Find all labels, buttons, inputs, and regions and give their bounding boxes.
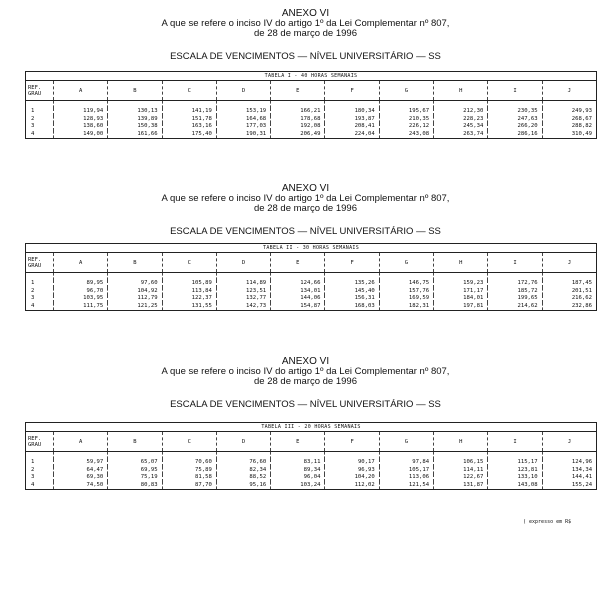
value-cell: 185,72: [488, 288, 542, 296]
value-cell: 144,41: [542, 474, 596, 482]
grau-cell: 1: [26, 459, 54, 467]
value-cell: 69,30: [54, 474, 108, 482]
table-caption: TABELA III - 20 HORAS SEMANAIS: [26, 423, 597, 432]
value-cell: 70,60: [162, 459, 216, 467]
value-cell: 224,04: [325, 131, 379, 139]
value-cell: 104,20: [325, 474, 379, 482]
value-cell: 171,17: [434, 288, 488, 296]
value-cell: 95,16: [216, 482, 270, 490]
value-cell: 87,70: [162, 482, 216, 490]
reference-line: A que se refere o inciso IV do artigo 1º da Lei Complementar nº 807,: [161, 366, 450, 377]
grau-cell: 3: [26, 474, 54, 482]
value-cell: 89,34: [271, 467, 325, 475]
value-cell: 192,08: [271, 123, 325, 131]
value-cell: 193,87: [325, 116, 379, 124]
column-header: G: [379, 253, 433, 273]
value-cell: 80,83: [108, 482, 162, 490]
column-header: J: [542, 81, 596, 101]
value-cell: 114,89: [216, 280, 270, 288]
column-header: J: [542, 432, 596, 452]
column-header: F: [325, 432, 379, 452]
column-header: D: [216, 253, 270, 273]
column-header: H: [434, 253, 488, 273]
column-header: D: [216, 432, 270, 452]
column-header: I: [488, 253, 542, 273]
table-row: [26, 131, 597, 139]
column-header: F: [325, 253, 379, 273]
value-cell: 97,84: [379, 459, 433, 467]
value-cell: 182,31: [379, 303, 433, 311]
column-header: C: [162, 253, 216, 273]
value-cell: 145,40: [325, 288, 379, 296]
table-row: [26, 288, 597, 296]
value-cell: 122,67: [434, 474, 488, 482]
annex-header-2: [0, 183, 611, 237]
value-cell: 144,06: [271, 295, 325, 303]
value-cell: 124,96: [542, 459, 596, 467]
value-cell: 214,62: [488, 303, 542, 311]
value-cell: 113,84: [162, 288, 216, 296]
value-cell: 121,25: [108, 303, 162, 311]
table-row: [26, 280, 597, 288]
grau-cell: 1: [26, 108, 54, 116]
value-cell: 124,66: [271, 280, 325, 288]
column-header: G: [379, 81, 433, 101]
value-cell: 206,49: [271, 131, 325, 139]
value-cell: 97,60: [108, 280, 162, 288]
value-cell: 89,95: [54, 280, 108, 288]
value-cell: 103,95: [54, 295, 108, 303]
column-header: B: [108, 432, 162, 452]
column-header: I: [488, 432, 542, 452]
column-header: A: [54, 253, 108, 273]
grau-cell: 2: [26, 116, 54, 124]
value-cell: 105,17: [379, 467, 433, 475]
annex-title: ANEXO VI: [281, 356, 330, 367]
value-cell: 113,06: [379, 474, 433, 482]
value-cell: 139,89: [108, 116, 162, 124]
value-cell: 169,59: [379, 295, 433, 303]
value-cell: 212,30: [434, 108, 488, 116]
value-cell: 166,21: [271, 108, 325, 116]
column-header: B: [108, 81, 162, 101]
value-cell: 143,08: [488, 482, 542, 490]
value-cell: 310,49: [542, 131, 596, 139]
currency-footnote: ( expresso em R$: [523, 519, 572, 525]
annex-header-1: [0, 8, 611, 62]
value-cell: 159,23: [434, 280, 488, 288]
value-cell: 249,93: [542, 108, 596, 116]
value-cell: 268,67: [542, 116, 596, 124]
value-cell: 155,24: [542, 482, 596, 490]
scale-title: ESCALA DE VENCIMENTOS — NÍVEL UNIVERSITÁRIO — SS: [170, 399, 441, 410]
grau-cell: 1: [26, 280, 54, 288]
column-header: C: [162, 81, 216, 101]
value-cell: 157,76: [379, 288, 433, 296]
value-cell: 123,51: [216, 288, 270, 296]
scale-title: ESCALA DE VENCIMENTOS — NÍVEL UNIVERSITÁRIO — SS: [170, 226, 441, 237]
grau-cell: 2: [26, 288, 54, 296]
value-cell: 104,92: [108, 288, 162, 296]
value-cell: 177,03: [216, 123, 270, 131]
date-line: de 28 de março de 1996: [254, 28, 357, 39]
column-header: H: [434, 81, 488, 101]
column-header: E: [271, 432, 325, 452]
value-cell: 164,68: [216, 116, 270, 124]
table-row: [26, 295, 597, 303]
value-cell: 288,82: [542, 123, 596, 131]
grau-cell: 4: [26, 303, 54, 311]
grau-cell: 2: [26, 467, 54, 475]
value-cell: 65,07: [108, 459, 162, 467]
value-cell: 172,76: [488, 280, 542, 288]
value-cell: 88,52: [216, 474, 270, 482]
value-cell: 64,47: [54, 467, 108, 475]
value-cell: 59,97: [54, 459, 108, 467]
value-cell: 138,60: [54, 123, 108, 131]
value-cell: 178,68: [271, 116, 325, 124]
table-row: [26, 108, 597, 116]
table-row: [26, 467, 597, 475]
value-cell: 184,01: [434, 295, 488, 303]
value-cell: 150,38: [108, 123, 162, 131]
grau-cell: 4: [26, 131, 54, 139]
value-cell: 81,58: [162, 474, 216, 482]
value-cell: 286,16: [488, 131, 542, 139]
annex-header-3: [0, 356, 611, 410]
row-header: REF. GRAU: [26, 253, 54, 273]
salary-table-2: [25, 243, 597, 311]
column-header: D: [216, 81, 270, 101]
value-cell: 230,35: [488, 108, 542, 116]
value-cell: 243,08: [379, 131, 433, 139]
value-cell: 131,87: [434, 482, 488, 490]
table-row: [26, 474, 597, 482]
value-cell: 263,74: [434, 131, 488, 139]
column-header: E: [271, 253, 325, 273]
value-cell: 96,70: [54, 288, 108, 296]
value-cell: 74,50: [54, 482, 108, 490]
salary-table-3: [25, 422, 597, 490]
date-line: de 28 de março de 1996: [254, 203, 357, 214]
value-cell: 149,00: [54, 131, 108, 139]
value-cell: 161,66: [108, 131, 162, 139]
value-cell: 156,31: [325, 295, 379, 303]
value-cell: 266,20: [488, 123, 542, 131]
value-cell: 232,86: [542, 303, 596, 311]
value-cell: 106,15: [434, 459, 488, 467]
reference-line: A que se refere o inciso IV do artigo 1º da Lei Complementar nº 807,: [161, 18, 450, 29]
column-header: F: [325, 81, 379, 101]
scale-title: ESCALA DE VENCIMENTOS — NÍVEL UNIVERSITÁRIO — SS: [170, 51, 441, 62]
value-cell: 247,63: [488, 116, 542, 124]
value-cell: 153,19: [216, 108, 270, 116]
value-cell: 96,93: [325, 467, 379, 475]
value-cell: 103,24: [271, 482, 325, 490]
annex-title: ANEXO VI: [281, 183, 330, 194]
reference-line: A que se refere o inciso IV do artigo 1º da Lei Complementar nº 807,: [161, 193, 450, 204]
value-cell: 216,62: [542, 295, 596, 303]
value-cell: 141,19: [162, 108, 216, 116]
value-cell: 69,95: [108, 467, 162, 475]
column-header: A: [54, 81, 108, 101]
value-cell: 121,54: [379, 482, 433, 490]
value-cell: 96,04: [271, 474, 325, 482]
value-cell: 115,17: [488, 459, 542, 467]
column-header: J: [542, 253, 596, 273]
table-row: [26, 459, 597, 467]
value-cell: 83,11: [271, 459, 325, 467]
value-cell: 75,19: [108, 474, 162, 482]
value-cell: 187,45: [542, 280, 596, 288]
value-cell: 210,35: [379, 116, 433, 124]
value-cell: 175,40: [162, 131, 216, 139]
value-cell: 226,12: [379, 123, 433, 131]
annex-title: ANEXO VI: [281, 8, 330, 19]
grau-cell: 3: [26, 295, 54, 303]
column-header: E: [271, 81, 325, 101]
value-cell: 134,34: [542, 467, 596, 475]
column-header: B: [108, 253, 162, 273]
value-cell: 163,16: [162, 123, 216, 131]
row-header: REF. GRAU: [26, 81, 54, 101]
value-cell: 82,34: [216, 467, 270, 475]
table-row: [26, 303, 597, 311]
value-cell: 119,94: [54, 108, 108, 116]
value-cell: 132,77: [216, 295, 270, 303]
value-cell: 142,73: [216, 303, 270, 311]
value-cell: 245,34: [434, 123, 488, 131]
value-cell: 195,67: [379, 108, 433, 116]
grau-cell: 4: [26, 482, 54, 490]
column-header: G: [379, 432, 433, 452]
grau-cell: 3: [26, 123, 54, 131]
value-cell: 111,75: [54, 303, 108, 311]
value-cell: 128,93: [54, 116, 108, 124]
table-row: [26, 482, 597, 490]
table-caption: TABELA II - 30 HORAS SEMANAIS: [26, 244, 597, 253]
value-cell: 112,79: [108, 295, 162, 303]
value-cell: 131,55: [162, 303, 216, 311]
value-cell: 75,89: [162, 467, 216, 475]
table-row: [26, 116, 597, 124]
value-cell: 201,51: [542, 288, 596, 296]
value-cell: 190,31: [216, 131, 270, 139]
value-cell: 208,41: [325, 123, 379, 131]
column-header: C: [162, 432, 216, 452]
value-cell: 105,89: [162, 280, 216, 288]
column-header: I: [488, 81, 542, 101]
value-cell: 228,23: [434, 116, 488, 124]
row-header: REF. GRAU: [26, 432, 54, 452]
date-line: de 28 de março de 1996: [254, 376, 357, 387]
value-cell: 76,60: [216, 459, 270, 467]
value-cell: 90,17: [325, 459, 379, 467]
value-cell: 154,87: [271, 303, 325, 311]
value-cell: 133,10: [488, 474, 542, 482]
value-cell: 123,81: [488, 467, 542, 475]
value-cell: 130,13: [108, 108, 162, 116]
salary-table-1: [25, 71, 597, 139]
value-cell: 180,34: [325, 108, 379, 116]
table-row: [26, 123, 597, 131]
value-cell: 199,65: [488, 295, 542, 303]
value-cell: 134,01: [271, 288, 325, 296]
value-cell: 135,26: [325, 280, 379, 288]
table-caption: TABELA I - 40 HORAS SEMANAIS: [26, 72, 597, 81]
value-cell: 151,78: [162, 116, 216, 124]
value-cell: 168,03: [325, 303, 379, 311]
value-cell: 197,81: [434, 303, 488, 311]
value-cell: 122,37: [162, 295, 216, 303]
value-cell: 114,11: [434, 467, 488, 475]
column-header: H: [434, 432, 488, 452]
value-cell: 112,02: [325, 482, 379, 490]
value-cell: 146,75: [379, 280, 433, 288]
column-header: A: [54, 432, 108, 452]
